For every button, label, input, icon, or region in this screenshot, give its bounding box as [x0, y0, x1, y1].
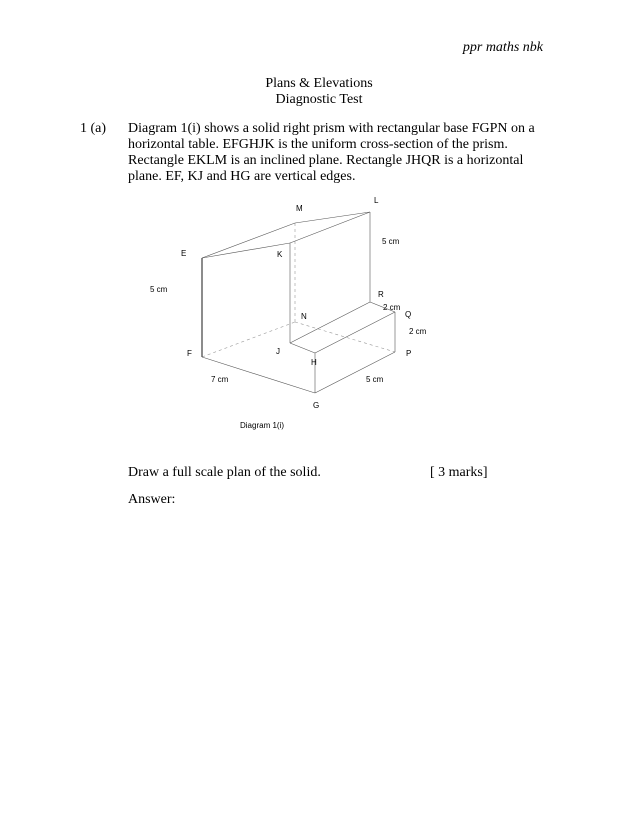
question-1a — [80, 121, 550, 185]
edge-ek — [202, 243, 290, 258]
edge-jh — [290, 343, 315, 353]
vertex-label-l: L — [374, 196, 379, 205]
task-instruction: Draw a full scale plan of the solid. — [128, 465, 321, 480]
edge-kl — [290, 212, 370, 243]
hidden-edge-np — [295, 322, 395, 352]
dim-label-rq: 2 cm — [383, 303, 401, 312]
vertex-label-n: N — [301, 312, 307, 321]
header-note: ppr maths nbk — [462, 40, 543, 55]
dim-label-fg: 7 cm — [211, 375, 229, 384]
edge-ml — [295, 212, 370, 223]
task-marks: [ 3 marks] — [430, 465, 488, 480]
dim-label-lr: 5 cm — [382, 237, 400, 246]
edge-hq — [315, 312, 395, 353]
edge-fg — [202, 357, 315, 393]
edge-gp — [315, 352, 395, 393]
vertex-label-m: M — [296, 204, 303, 213]
page-title: Plans & Elevations — [265, 76, 373, 91]
diagram-caption: Diagram 1(i) — [240, 421, 285, 430]
edge-jr — [290, 302, 370, 343]
vertex-label-e: E — [181, 249, 187, 258]
title-block — [0, 76, 638, 108]
vertex-label-j: J — [276, 347, 280, 356]
vertex-label-p: P — [406, 349, 412, 358]
edge-em — [202, 223, 295, 258]
vertex-label-h: H — [311, 358, 317, 367]
answer-label: Answer: — [128, 492, 176, 507]
question-text: Diagram 1(i) shows a solid right prism with rectangular base FGPN on a horizontal table. EFGHJK is the uniform cross-section of the prism. Rectangle EKLM is an inclined plane. Rectangle JHQR is a horizontal plane. EF, KJ and HG are vertical edges. — [128, 121, 535, 184]
hidden-edge-fn — [202, 322, 295, 357]
dim-label-gp: 5 cm — [366, 375, 384, 384]
page-subtitle: Diagnostic Test — [275, 92, 363, 107]
edge-rq — [370, 302, 395, 312]
dim-label-ef: 5 cm — [150, 285, 168, 294]
vertex-label-g: G — [313, 401, 320, 410]
vertex-label-k: K — [277, 250, 283, 259]
question-number: 1 (a) — [80, 121, 107, 136]
vertex-label-q: Q — [405, 310, 412, 319]
dim-label-qp: 2 cm — [409, 327, 427, 336]
vertex-label-r: R — [378, 290, 384, 299]
vertex-label-f: F — [187, 349, 192, 358]
